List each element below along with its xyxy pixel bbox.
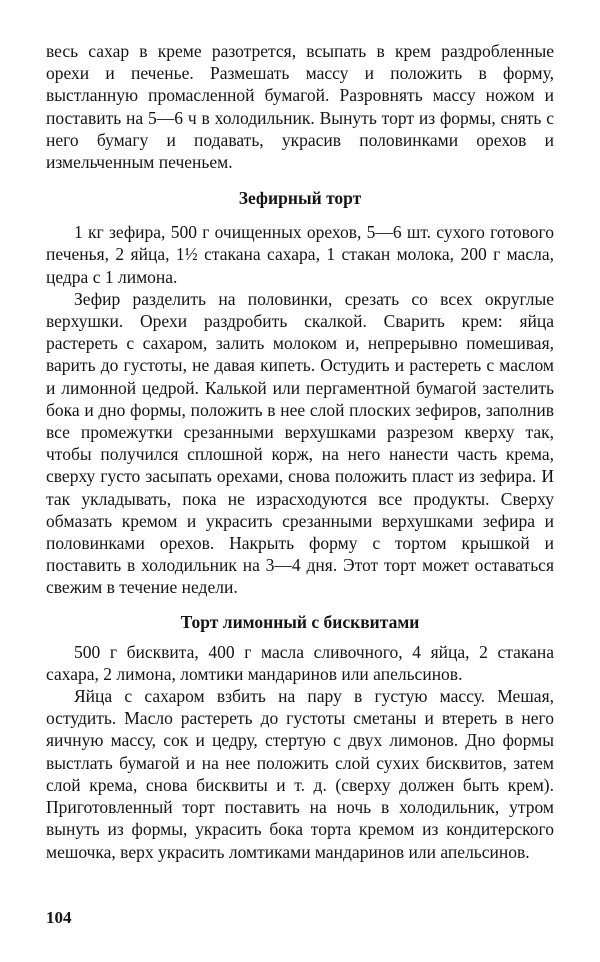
recipe-method-zefir: Зефир разделить на половинки, срезать со всех округлые верхушки. Орехи раздробить скалкой. Сварить крем: яйца растереть с сахаром, залить молоком и, непрерывно помешивая, варить до густоты, не давая кипеть. Остудить и растереть с маслом и лимонной цедрой. Калькой или пергаментной бумагой застелить бока и дно формы, положить в нее слой плоских зефиров, заполнив все промежутки срезанными верхушками разрезом кверху так, чтобы получился сплошной корж, на него нанести часть крема, сверху густо засыпать орехами, снова положить пласт из зефира. И так укладывать, пока не израсходуются все продукты. Сверху обмазать кремом и украсить срезанными верхушками зефира и половинками орехов. Накрыть форму с тортом крышкой и поставить в холодильник на 3—4 дня. Этот торт может оставаться свежим в течение недели.: [46, 288, 554, 598]
recipe-ingredients-zefir: 1 кг зефира, 500 г очищенных орехов, 5—6 шт. сухого готового печенья, 2 яйца, 1½ стакана сахара, 1 стакан молока, 200 г масла, цедра с 1 лимона.: [46, 222, 554, 287]
page-content: [46, 40, 554, 863]
recipe-method-lemon: Яйца с сахаром взбить на пару в густую массу. Мешая, остудить. Масло растереть до густоты сметаны и втереть в него яичную массу, сок и цедру, стертую с двух лимонов. Дно формы выстлать бумагой и на нее положить слой сухих бисквитов, затем слой крема, снова бисквиты и т. д. (сверху должен быть крем). Приготовленный торт поставить на ночь в холодильник, утром вынуть из формы, украсить бока торта кремом из кондитерского мешочка, верх украсить ломтиками мандаринов или апельсинов.: [46, 686, 554, 862]
intro-paragraph: весь сахар в креме разотрется, всыпать в крем раздробленные орехи и печенье. Размешать массу и положить в форму, выстланную промасленной бумагой. Разровнять массу ножом и поставить на 5—6 ч в холодильник. Вынуть торт из формы, снять с него бумагу и подавать, украсив половинками орехов и измельченным печеньем.: [46, 41, 554, 173]
page-number: 104: [46, 908, 72, 927]
recipe-ingredients-lemon: 500 г бисквита, 400 г масла сливочного, 4 яйца, 2 стакана сахара, 2 лимона, ломтики мандаринов или апельсинов.: [46, 641, 554, 684]
recipe-title-zefir: Зефирный торт: [238, 188, 362, 209]
recipe-title-lemon: Торт лимонный с бисквитами: [180, 611, 420, 632]
